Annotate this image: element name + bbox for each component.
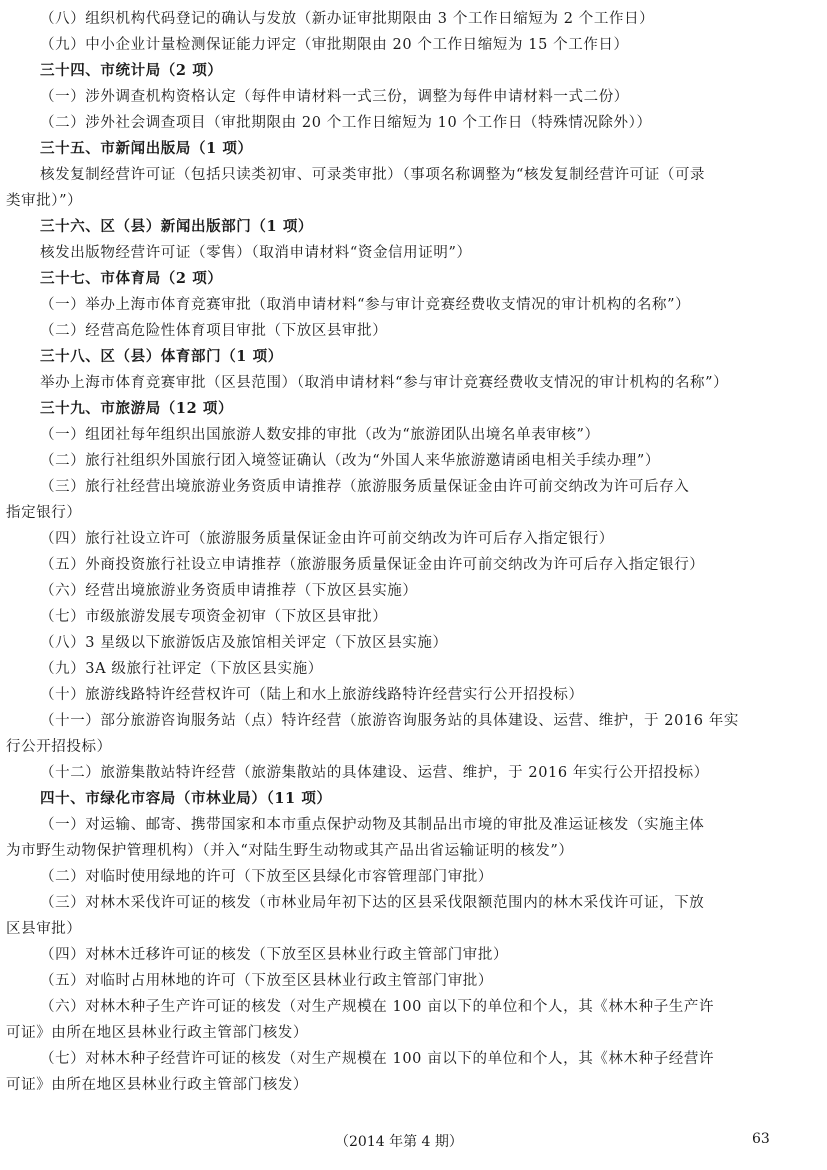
paragraph-line: （六）对林木种子生产许可证的核发（对生产规模在 100 亩以下的单位和个人，其《林木种子生产许 — [40, 999, 715, 1015]
paragraph-line: （九）中小企业计量检测保证能力评定（审批期限由 20 个工作日缩短为 15 个工作日） — [40, 37, 629, 53]
paragraph-line: （一）组团社每年组织出国旅游人数安排的审批（改为“旅游团队出境名单表审核”） — [40, 427, 600, 443]
paragraph-line: （十二）旅游集散站特许经营（旅游集散站的具体建设、运营、维护，于 2016 年实行公开招投标） — [40, 765, 709, 781]
paragraph-line: 可证》由所在地区县林业行政主管部门核发） — [6, 1077, 308, 1093]
paragraph-line: 区县审批） — [6, 921, 82, 937]
paragraph-line: （二）对临时使用绿地的许可（下放至区县绿化市容管理部门审批） — [40, 869, 493, 885]
paragraph-line: （一）举办上海市体育竞赛审批（取消申请材料“参与审计竞赛经费收支情况的审计机构的名称”） — [40, 297, 691, 313]
paragraph-line: （三）对林木采伐许可证的核发（市林业局年初下达的区县采伐限额范围内的林木采伐许可证，下放 — [40, 895, 705, 911]
section-heading: 三十八、区（县）体育部门（1 项） — [40, 348, 283, 365]
paragraph-line: （八）3 星级以下旅游饭店及旅馆相关评定（下放区县实施） — [40, 635, 448, 651]
paragraph-line: 举办上海市体育竞赛审批（区县范围）（取消申请材料“参与审计竞赛经费收支情况的审计机构的名称”） — [40, 375, 729, 391]
paragraph-line: （十）旅游线路特许经营权许可（陆上和水上旅游线路特许经营实行公开招投标） — [40, 687, 584, 703]
paragraph-line: 核发复制经营许可证（包括只读类初审、可录类审批）（事项名称调整为“核发复制经营许可证（可录 — [40, 167, 706, 183]
paragraph-line: 指定银行） — [6, 505, 82, 521]
document-body — [6, 6, 812, 1098]
paragraph-line: （一）涉外调查机构资格认定（每件申请材料一式三份，调整为每件申请材料一式二份） — [40, 89, 629, 105]
paragraph-line: （五）外商投资旅行社设立申请推荐（旅游服务质量保证金由许可前交纳改为许可后存入指定银行） — [40, 557, 705, 573]
paragraph-line: 核发出版物经营许可证（零售）（取消申请材料“资金信用证明”） — [40, 245, 472, 261]
paragraph-line: （十一）部分旅游咨询服务站（点）特许经营（旅游咨询服务站的具体建设、运营、维护，于 2016 年实 — [40, 713, 740, 729]
paragraph-line: （三）旅行社经营出境旅游业务资质申请推荐（旅游服务质量保证金由许可前交纳改为许可后存入 — [40, 479, 690, 495]
paragraph-line: （一）对运输、邮寄、携带国家和本市重点保护动物及其制品出市境的审批及准运证核发（实施主体 — [40, 817, 705, 833]
paragraph-line: （四）对林木迁移许可证的核发（下放至区县林业行政主管部门审批） — [40, 947, 509, 963]
paragraph-line: （五）对临时占用林地的许可（下放至区县林业行政主管部门审批） — [40, 973, 493, 989]
paragraph-line: （九）3A 级旅行社评定（下放区县实施） — [40, 661, 323, 677]
paragraph-line: （四）旅行社设立许可（旅游服务质量保证金由许可前交纳改为许可后存入指定银行） — [40, 531, 614, 547]
paragraph-line: （八）组织机构代码登记的确认与发放（新办证审批期限由 3 个工作日缩短为 2 个工作日） — [40, 11, 655, 27]
paragraph-line: 可证》由所在地区县林业行政主管部门核发） — [6, 1025, 308, 1041]
paragraph-line: 为市野生动物保护管理机构）（并入“对陆生野生动物或其产品出省运输证明的核发”） — [6, 843, 574, 859]
section-heading: 四十、市绿化市容局（市林业局）（11 项） — [40, 790, 332, 807]
section-heading: 三十五、市新闻出版局（1 项） — [40, 140, 253, 157]
page-footer — [0, 1131, 827, 1153]
paragraph-line: （七）对林木种子经营许可证的核发（对生产规模在 100 亩以下的单位和个人，其《林木种子经营许 — [40, 1051, 715, 1067]
section-heading: 三十六、区（县）新闻出版部门（1 项） — [40, 218, 314, 235]
paragraph-line: （二）经营高危险性体育项目审批（下放区县审批） — [40, 323, 388, 339]
paragraph-line: （二）涉外社会调查项目（审批期限由 20 个工作日缩短为 10 个工作日（特殊情况除外）） — [40, 115, 652, 131]
issue-label: （2014 年第 4 期） — [335, 1134, 463, 1150]
section-heading: 三十九、市旅游局（12 项） — [40, 400, 234, 417]
paragraph-line: （二）旅行社组织外国旅行团入境签证确认（改为“外国人来华旅游邀请函电相关手续办理”） — [40, 453, 661, 469]
paragraph-line: 行公开招投标） — [6, 739, 112, 755]
paragraph-line: （七）市级旅游发展专项资金初审（下放区县审批） — [40, 609, 388, 625]
section-heading: 三十四、市统计局（2 项） — [40, 62, 223, 79]
paragraph-line: （六）经营出境旅游业务资质申请推荐（下放区县实施） — [40, 583, 418, 599]
page-number: 63 — [752, 1131, 770, 1147]
section-heading: 三十七、市体育局（2 项） — [40, 270, 223, 287]
paragraph-line: 类审批）”） — [6, 193, 83, 209]
